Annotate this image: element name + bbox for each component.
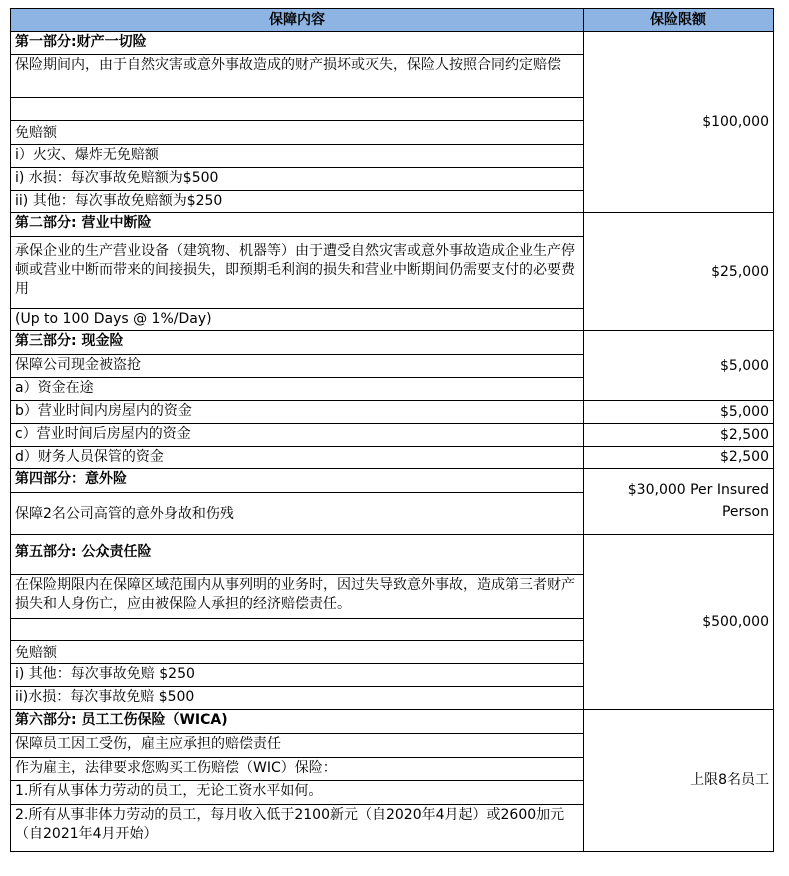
limit-value: $100,000 bbox=[583, 32, 773, 213]
table-row: 承保企业的生产营业设备（建筑物、机器等）由于遭受自然灾害或意外事故造成企业生产停顿或营业中断而带来的间接损失，即预期毛利润的损失和营业中断期间仍需要支付的必要费用 bbox=[11, 237, 583, 309]
table-row: 保障员工因工受伤，雇主应承担的赔偿责任 bbox=[11, 734, 583, 758]
table-row: 免赔额 bbox=[11, 121, 583, 145]
section-title: 第六部分: 员工工伤保险（WICA) bbox=[11, 710, 583, 734]
limit-value: $2,500 bbox=[583, 424, 773, 447]
section-title: 第三部分: 现金险 bbox=[11, 331, 583, 355]
table-row: ii)水损：每次事故免赔 $500 bbox=[11, 687, 583, 710]
table-row: i) 水损：每次事故免赔额为$500 bbox=[11, 168, 583, 191]
table-row bbox=[11, 619, 583, 641]
table-row: 保障2名公司高管的意外身故和伤残 bbox=[11, 493, 583, 535]
table-row: 保险期间内，由于自然灾害或意外事故造成的财产损坏或灭失，保险人按照合同约定赔偿 bbox=[11, 55, 583, 98]
table-row: (Up to 100 Days @ 1%/Day) bbox=[11, 309, 583, 331]
section-title: 第一部分:财产一切险 bbox=[11, 32, 583, 55]
table-row: d）财务人员保管的资金 bbox=[11, 447, 583, 469]
section-title: 第五部分: 公众责任险 bbox=[11, 535, 583, 575]
table-row: 在保险期限内在保障区域范围内从事列明的业务时，因过失导致意外事故，造成第三者财产损失和人身伤亡，应由被保险人承担的经济赔偿责任。 bbox=[11, 575, 583, 619]
table-row bbox=[11, 98, 583, 121]
section-title: 第二部分: 营业中断险 bbox=[11, 213, 583, 237]
limit-value: $25,000 bbox=[583, 213, 773, 331]
table-row: b）营业时间内房屋内的资金 bbox=[11, 401, 583, 424]
table-row: ii) 其他：每次事故免赔额为$250 bbox=[11, 191, 583, 213]
table-row: 免赔额 bbox=[11, 641, 583, 664]
table-row: 2.所有从事非体力劳动的员工，每月收入低于2100新元（自2020年4月起）或2600加元（自2021年4月开始） bbox=[15, 807, 565, 842]
header-insured-limit: 保险限额 bbox=[583, 9, 773, 32]
table-row: 保障公司现金被盗抢 bbox=[11, 355, 583, 378]
table-row: i) 其他：每次事故免赔 $250 bbox=[11, 664, 583, 687]
section-title: 第四部分：意外险 bbox=[11, 469, 583, 493]
limit-value: $5,000 bbox=[583, 401, 773, 424]
limit-value: $500,000 bbox=[583, 535, 773, 710]
table-row: 作为雇主，法律要求您购买工伤赔偿（WIC）保险： bbox=[11, 758, 583, 781]
header-coverage-content: 保障内容 bbox=[11, 9, 583, 32]
limit-value: 上限8名员工 bbox=[690, 772, 769, 788]
limit-value: $30,000 Per Insured Person bbox=[583, 469, 773, 535]
table-row: a）资金在途 bbox=[11, 378, 583, 401]
table-row: 1.所有从事体力劳动的员工，无论工资水平如何。 bbox=[11, 781, 583, 805]
table-row: c）营业时间后房屋内的资金 bbox=[11, 424, 583, 447]
limit-value: $2,500 bbox=[583, 447, 773, 469]
limit-value: $5,000 bbox=[583, 331, 773, 401]
coverage-table bbox=[10, 8, 774, 852]
table-row: i）火灾、爆炸无免赔额 bbox=[11, 145, 583, 168]
